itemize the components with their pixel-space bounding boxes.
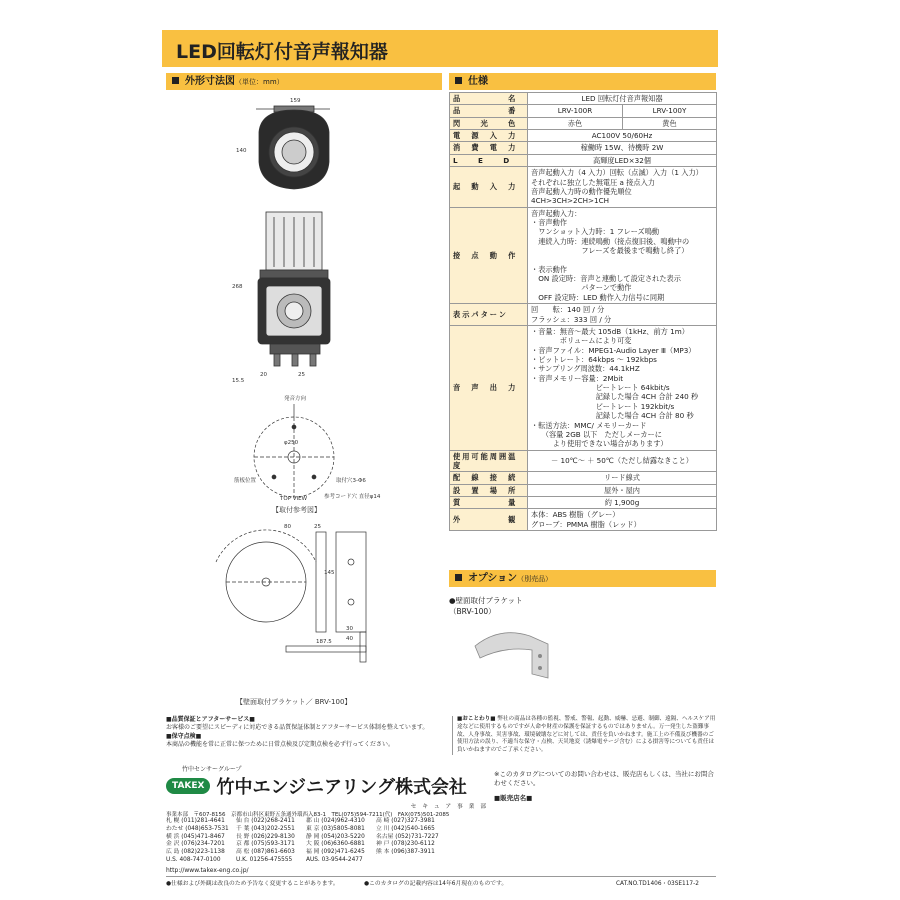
page-title: LED回転灯付音声報知器 [176, 41, 388, 63]
warranty-text: お客様のご要望にスピーディに対応できる品質保証体制とアフターサービス体制を整えています。 [166, 724, 429, 732]
dim-label: 80 [284, 524, 291, 530]
maintenance-text: 本商品の機能を常に正常に保つために日常点検及び定期点検を必ず行ってください。 [166, 741, 395, 749]
office-entry: 立 川 (042)540-1665 [376, 825, 435, 832]
spec-value: LRV-100Y [623, 105, 717, 117]
office-entry: U.S. 408-747-0100 [166, 857, 221, 864]
spec-label: 外 観 [450, 509, 528, 531]
spec-row [450, 93, 717, 105]
dim-label: 159 [290, 98, 301, 104]
spec-row [450, 450, 717, 472]
spec-value: 稼働時 15W、待機時 2W [528, 142, 717, 154]
office-entry: 長 野 (026)229-8130 [236, 833, 295, 840]
spec-table [449, 92, 717, 531]
spec-value: リード線式 [528, 472, 717, 484]
company-block [166, 764, 486, 874]
dim-label: φ250 [284, 440, 299, 446]
office-list [166, 818, 486, 865]
spec-label: 質 量 [450, 497, 528, 509]
spec-label: 閃 光 色 [450, 117, 528, 129]
spec-row [450, 484, 717, 496]
section-label: オプション [468, 573, 518, 584]
caution-heading: ■おことわり■ [457, 716, 496, 722]
office-entry: 熊 本 (096)387-3911 [376, 849, 435, 856]
office-entry: 仙 台 (022)268-2411 [236, 818, 295, 824]
office-label: セ キ ュ ア 事 業 部 [410, 804, 486, 810]
dim-label: 発音方向 [284, 396, 307, 402]
spec-row [450, 167, 717, 207]
square-icon [172, 77, 179, 84]
office-entry: AUS. 03-9544-2477 [306, 857, 363, 864]
dim-label: 15.5 [232, 378, 245, 384]
spec-label: 消 費 電 力 [450, 142, 528, 154]
dim-label: 140 [236, 148, 247, 154]
spec-row [450, 130, 717, 142]
spec-row [450, 154, 717, 166]
company-hq: 事業本部 〒607-8156 京都市山科区東野五条通外環西入83-1 TEL(075)594-7211(代) FAX(075)501-2085 [166, 812, 450, 818]
office-entry: わたせ (048)653-7531 [166, 825, 229, 832]
title-bar [162, 30, 718, 67]
footer-rule [166, 876, 716, 877]
option-name: ●壁面取付ブラケット [449, 596, 523, 605]
spec-value: 赤色 [528, 117, 623, 129]
spec-label: 使用可能周囲温度 [450, 450, 528, 472]
caution-block [452, 716, 716, 755]
office-entry: 札 幌 (011)281-4641 [166, 818, 225, 824]
spec-value: － 10℃～ ＋ 50℃（ただし結露なきこと） [528, 450, 717, 472]
dimension-drawing [166, 92, 442, 712]
spec-label: 設 置 場 所 [450, 484, 528, 496]
office-entry: 高 松 (087)861-6603 [236, 849, 295, 856]
dim-label: 40 [346, 636, 353, 642]
spec-row [450, 472, 717, 484]
catalog-number: CAT.NO.TD1406・03SE117-2 [616, 881, 699, 887]
bracket-image [470, 616, 570, 686]
dealer-label: ■販売店名■ [494, 794, 533, 802]
dim-label: 参考コード穴 直径φ14 [324, 494, 381, 500]
spec-value: 音声起動入力（4 入力）回転（点滅）入力（1 入力） それぞれに独立した無電圧 a 接点入力 音声起動入力時の動作優先順位 4CH>3CH>2CH>1CH [528, 167, 717, 207]
office-entry: 千 葉 (043)202-2551 [236, 825, 295, 832]
spec-label: 配 線 接 続 [450, 472, 528, 484]
spec-value: AC100V 50/60Hz [528, 130, 717, 142]
dimension-section-header [166, 73, 442, 90]
dim-label: TOP VIEW [280, 496, 308, 502]
spec-label: 品 名 [450, 93, 528, 105]
caption: 【壁面取付ブラケット／ BRV-100】 [236, 698, 352, 706]
office-entry: 大 阪 (06)6360-6881 [306, 841, 365, 848]
spec-value: 屋外・屋内 [528, 484, 717, 496]
dim-label: 30 [346, 626, 353, 632]
warranty-block [166, 716, 436, 750]
spec-row [450, 325, 717, 450]
spec-value: 約 1,900g [528, 497, 717, 509]
office-entry: 東 京 (03)5805-8081 [306, 825, 365, 832]
section-label: 外形寸法図 [185, 76, 235, 87]
office-entry: 郡 山 (024)962-4310 [306, 818, 365, 824]
office-entry [376, 857, 446, 865]
company-name: 竹中エンジニアリング株式会社 [216, 777, 467, 798]
spec-value: 高輝度LED×32個 [528, 154, 717, 166]
spec-value: LRV-100R [528, 105, 623, 117]
spec-row [450, 142, 717, 154]
spec-row [450, 117, 717, 129]
spec-row [450, 304, 717, 326]
spec-value: LED 回転灯付音声報知器 [528, 93, 717, 105]
office-entry: 神 戸 (078)230-6112 [376, 841, 435, 848]
unit-label: （単位：mm） [235, 78, 284, 86]
office-entry: 広 島 (082)223-1138 [166, 849, 225, 856]
section-label: 仕様 [468, 76, 488, 87]
square-icon [455, 574, 462, 581]
office-entry: 名古屋 (052)731-7227 [376, 833, 439, 840]
caption: 【取付参考図】 [272, 506, 321, 514]
spec-table-body [450, 93, 717, 531]
spec-label: 表示パターン [450, 304, 528, 326]
option-model: （BRV-100） [449, 607, 496, 616]
spec-section-header [449, 73, 716, 90]
maintenance-heading: ■保守点検■ [166, 732, 202, 740]
square-icon [455, 77, 462, 84]
footer-mid: ●このカタログの記載内容は14年6月現在のものです。 [364, 881, 508, 887]
footer-left: ●仕様および外観は改良のため予告なく変更することがあります。 [166, 881, 339, 887]
office-entry: 横 浜 (045)471-8467 [166, 833, 225, 840]
office-entry: 金 沢 (076)234-7201 [166, 841, 225, 848]
spec-value: 黄色 [623, 117, 717, 129]
company-group: 竹中センサーグループ [182, 766, 242, 773]
office-entry: 静 岡 (054)203-5220 [306, 833, 365, 840]
spec-label: 品 番 [450, 105, 528, 117]
dim-label: 145 [324, 570, 335, 576]
spec-label: 起 動 入 力 [450, 167, 528, 207]
spec-row [450, 207, 717, 304]
caution-text: 弊社の商品は各種の監視、警戒、警報、起動、威嚇、忌避、制御、遠隔、ヘルスケア用途などに使用するものですが人命や財産の保護を保証するものではありません。万一発生した盗難事故、人身事故、災害事故、環境破壊などに対しては、責任を負いかねます。施工上の不備及び機器のご使用方法の誤り、不適当な保守・点検、天災地変（誘爆電サージ含む）による損害等についても責任は負いかねますのでご了承ください。 [457, 716, 716, 754]
spec-row [450, 497, 717, 509]
dim-label: 25 [314, 524, 321, 530]
contact-note: ※このカタログについてのお問い合わせは、販売店もしくは、当社にお問合わせください。 [494, 770, 714, 788]
spec-value: ・音量：無音～最大 105dB（1kHz、前方 1m） ボリュームにより可変 ・音声ファイル：MPEG1-Audio Layer Ⅲ（MP3） ・ビットレート：64kbps ～ 192kbps ・サンプリング周波数：44.1kHZ ・音声メモリー容量：2Mbit ビートレート 64kbit/s 記録した場合 4CH 合計 240 秒 ビートレート 192kbit/s 記録した場合 4CH 合計 80 秒 ・転送方法：MMC/ メモリーカード （容量 2GB 以下 ただしメーカーに より使用できない場合があります） [528, 325, 717, 450]
office-entry: 福 岡 (092)471-6245 [306, 849, 365, 856]
company-logo: TAKEX [166, 778, 210, 794]
spec-row [450, 105, 717, 117]
section-sub: （別売品） [517, 575, 553, 583]
option-section-header [449, 570, 716, 587]
dim-label: 268 [232, 284, 243, 290]
spec-row [450, 509, 717, 531]
dim-label: 20 [260, 372, 267, 378]
spec-value: 音声起動入力： ・音声動作 ワンショット入力時：1 フレーズ鳴動 連続入力時：連続鳴動（接点復旧後、鳴動中の フレーズを最後まで鳴動し終了） ・表示動作 ON 設定時：音声と連動して設定された表示 パターンで動作 OFF 設定時：LED 動作入力信号に同期 [528, 207, 717, 304]
spec-label: 接 点 動 作 [450, 207, 528, 304]
spec-value: 回 転：140 回 / 分 フラッシュ：333 回 / 分 [528, 304, 717, 326]
warranty-heading: ■品質保証とアフターサービス■ [166, 716, 255, 723]
office-entry: 高 崎 (027)327-3981 [376, 818, 435, 824]
spec-label: 音 声 出 力 [450, 325, 528, 450]
spec-label: 電 源 入 力 [450, 130, 528, 142]
dim-label: 25 [298, 372, 305, 378]
spec-value: 本体：ABS 樹脂（グレー） グローブ：PMMA 樹脂（レッド） [528, 509, 717, 531]
dim-label: 取付穴3-Φ6 [336, 478, 366, 484]
company-url[interactable]: http://www.takex-eng.co.jp/ [166, 866, 249, 874]
spec-label: L E D [450, 154, 528, 166]
office-entry: U.K. 01256-475555 [236, 857, 293, 864]
dim-label: 筋板位置 [234, 478, 257, 484]
dim-label: 187.5 [316, 639, 332, 645]
office-entry: 京 都 (075)593-3171 [236, 841, 295, 848]
